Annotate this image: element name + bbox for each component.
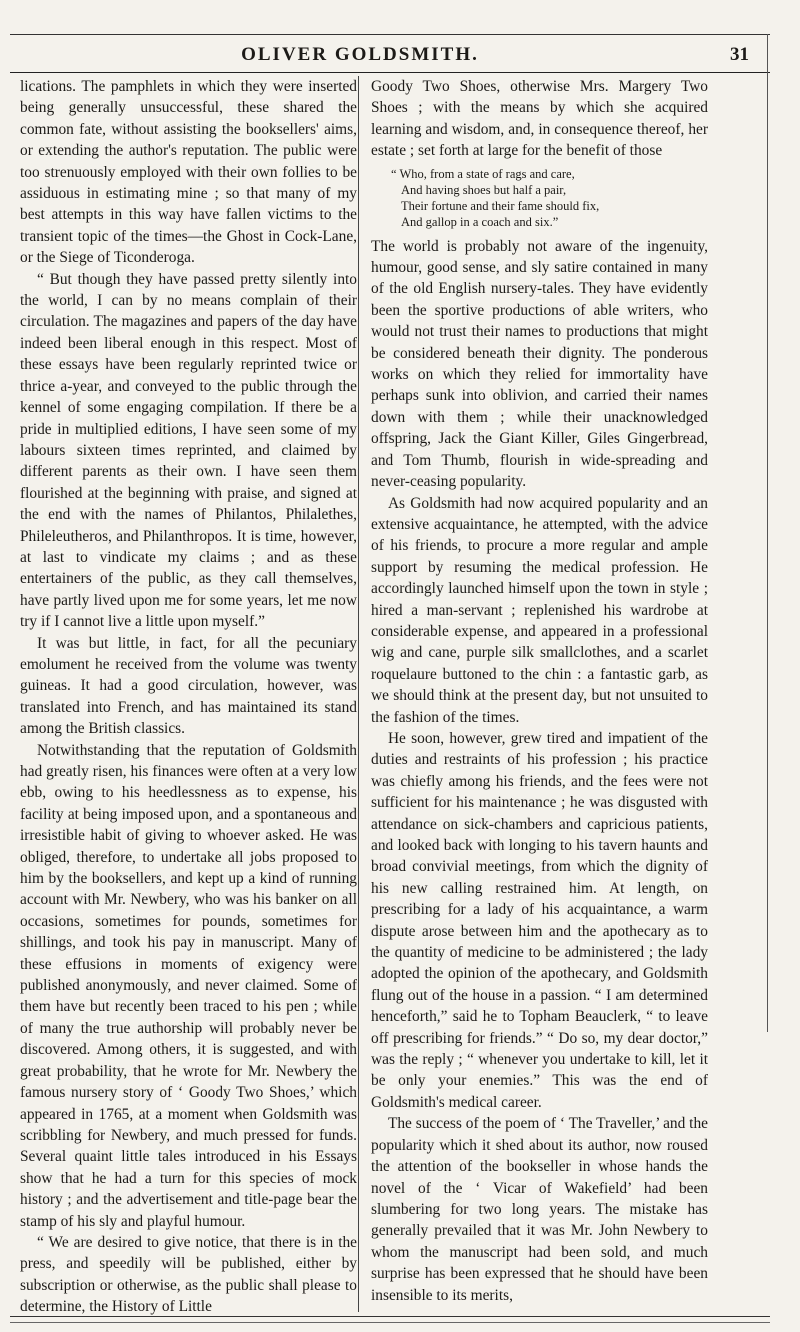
top-rule bbox=[10, 34, 770, 35]
running-head: OLIVER GOLDSMITH. bbox=[241, 44, 479, 65]
paragraph: The world is probably not aware of the ingenuity, humour, good sense, and sly satire contained in many of the old English nursery-tales. They have evidently been the sportive productions of able writers, who would not trust their names to productions that might be considered beneath their dignity. The ponderous works on which they relied for immortality have perhaps sunk into oblivion, and carried their names down with them ; while their unacknowledged offspring, Jack the Giant Killer, Giles Gingerbread, and Tom Thumb, flourish in wide-spreading and never-ceasing popularity. bbox=[371, 237, 708, 491]
paragraph: As Goldsmith had now acquired popularity and an extensive acquaintance, he attempted, with the advice of his friends, to procure a more regular and ample support by resuming the medical profession. He accordingly launched himself upon the town in style ; hired a man-servant ; replenished his wardrobe at considerable expense, and appeared in a professional wig and cane, purple silk smallclothes, and a scarlet roquelaure buttoned to the chin : a fantastic garb, as we should think at the present day, but not unsuited to the fashion of the times. bbox=[371, 494, 708, 726]
bottom-rule-secondary bbox=[10, 1322, 770, 1323]
paragraph: Notwithstanding that the reputation of Goldsmith had greatly risen, his finances were often at a very low ebb, owing to his heedlessness as to expense, his facility at being imposed upon, and a spontaneous and irresistible habit of giving to whoever asked. He was obliged, therefore, to undertake all jobs proposed to him by the booksellers, and kept up a kind of running account with Mr. Newbery, who was his banker on all occasions, sometimes for pounds, sometimes for shillings, and took his pay in manuscript. Many of these effusions in moments of exigency were published anonymously, and never claimed. Some of them have but recently been traced to his pen ; while of many the true authorship will probably never be discovered. Among others, it is suggested, and with great probability, that he wrote for Mr. Newbery the famous nursery story of ‘ Goody Two Shoes,’ which appeared in 1765, at a moment when Goldsmith was scribbling for Newbery, and much pressed for funds. Several quaint little tales introduced in his Essays show that he had a turn for this species of mock history ; and the advertisement and title-page bear the stamp of his sly and playful humour. bbox=[20, 741, 357, 1230]
page-number: 31 bbox=[730, 44, 749, 65]
paragraph: “ But though they have passed pretty silently into the world, I can by no means complain of their circulation. The magazines and papers of the day have indeed been liberal enough in this respect. Most of these essays have been regularly reprinted twice or thrice a-year, and conveyed to the public through the kennel of some engaging compilation. If there be a pride in multiplied editions, I have seen some of my labours sixteen times reprinted, and claimed by different parents as their own. I have seen them flourished at the beginning with praise, and signed at the end with the names of Philantos, Philalethes, Phileleutheros, and Philanthropos. It is time, however, at last to vindicate my claims ; and as these entertainers of the public, as they call themselves, have partly lived upon me for some years, let me now try if I cannot live a little upon myself.” bbox=[20, 270, 357, 631]
verse-line: “ Who, from a state of rags and care, bbox=[391, 166, 575, 181]
verse-line: Their fortune and their fame should fix, bbox=[401, 198, 600, 213]
paragraph: He soon, however, grew tired and impatient of the duties and restraints of his profession ; his practice was chiefly among his friends, and the fees were not sufficient for his maintenance ; he was disgusted with attendance on sick-chambers and capricious patients, and looked back with longing to his tavern haunts and broad convivial meetings, from which the dignity of his new calling restrained him. At length, on prescribing for a lady of his acquaintance, a warm dispute arose between him and the apothecary as to the quantity of medicine to be administered ; the lady adopted the opinion of the apothecary, and Goldsmith flung out of the house in a passion. “ I am determined henceforth,” said he to Topham Beauclerk, “ to leave off prescribing for friends.” “ Do so, my dear doctor,” was the reply ; “ whenever you undertake to kill, let it be only your enemies.” This was the end of Goldsmith's medical career. bbox=[371, 729, 708, 1111]
verse-quote bbox=[391, 166, 708, 230]
header-rule bbox=[10, 72, 770, 73]
paragraph: Goody Two Shoes, otherwise Mrs. Margery Two Shoes ; with the means by which she acquired learning and wisdom, and, in consequence thereof, her estate ; set forth at large for the benefit of those bbox=[371, 78, 708, 160]
right-column bbox=[371, 76, 708, 1306]
verse-line: And having shoes but half a pair, bbox=[401, 182, 567, 197]
paragraph: The success of the poem of ‘ The Traveller,’ and the popularity which it shed about its author, now roused the attention of the bookseller in whose hands the novel of the ‘ Vicar of Wakefield’ had been slumbering for two long years. The mistake has generally prevailed that it was Mr. John Newbery to whom the manuscript had been sold, and much surprise has been expressed that he should have been insensible to its merits, bbox=[371, 1115, 708, 1304]
bottom-rule bbox=[10, 1316, 770, 1317]
page-edge-line bbox=[767, 34, 768, 1032]
paragraph: lications. The pamphlets in which they were inserted being generally unsuccessful, these shared the common fate, without assisting the booksellers' aims, or extending the author's reputation. The public were too strenuously employed with their own follies to be assiduous in estimating mine ; so that many of my best attempts in this way have fallen victims to the transient topic of the times—the Ghost in Cock-Lane, or the Siege of Ticonderoga. bbox=[20, 78, 357, 267]
verse-line: And gallop in a coach and six.” bbox=[401, 214, 559, 229]
column-separator bbox=[358, 76, 359, 1312]
left-column bbox=[20, 76, 357, 1318]
paragraph: “ We are desired to give notice, that there is in the press, and speedily will be published, either by subscription or otherwise, as the public shall please to determine, the History of Little bbox=[20, 1233, 357, 1316]
paragraph: It was but little, in fact, for all the pecuniary emolument he received from the volume was twenty guineas. It had a good circulation, however, was translated into French, and has maintained its stand among the British classics. bbox=[20, 634, 357, 738]
